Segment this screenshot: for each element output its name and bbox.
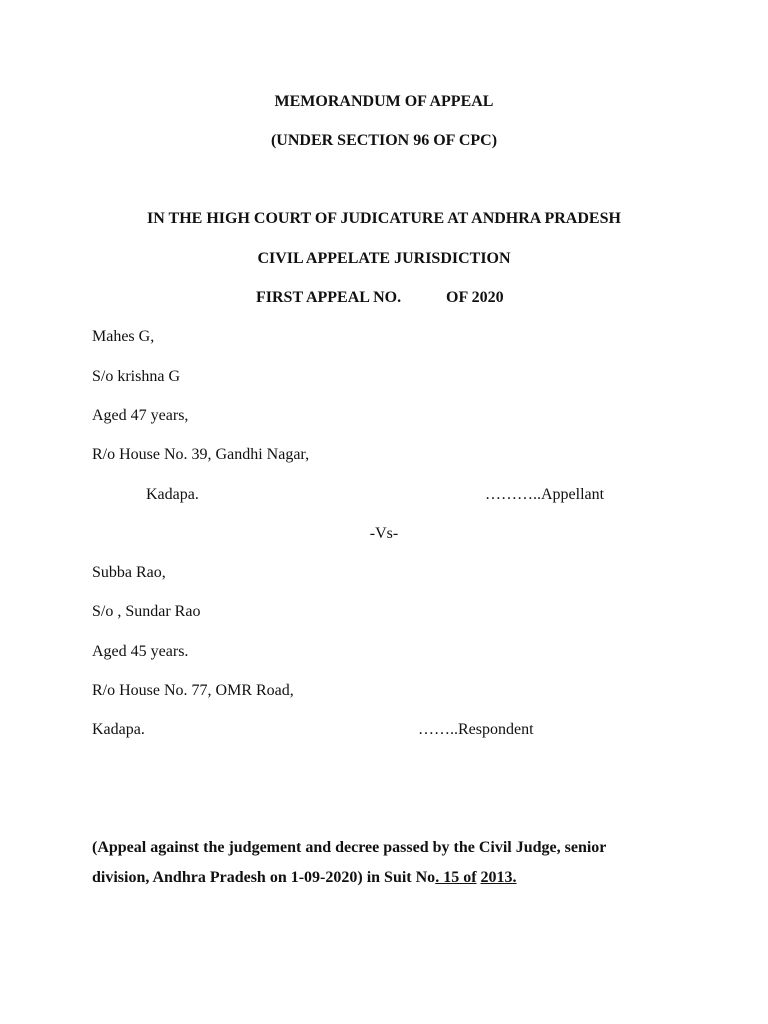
respondent-address: R/o House No. 77, OMR Road, <box>92 682 294 699</box>
court-name: IN THE HIGH COURT OF JUDICATURE AT ANDHRA PRADESH <box>147 210 621 227</box>
document-title: MEMORANDUM OF APPEAL <box>274 93 494 110</box>
jurisdiction: CIVIL APPELATE JURISDICTION <box>257 250 511 267</box>
versus-label: -Vs- <box>369 525 399 542</box>
section-subtitle: (UNDER SECTION 96 OF CPC) <box>270 132 498 149</box>
appeal-note-prefix: division, Andhra Pradesh on 1-09-2020) in Suit No <box>92 869 436 886</box>
respondent-name: Subba Rao, <box>92 564 166 581</box>
appeal-year: OF 2020 <box>446 289 504 306</box>
appellant-relation: S/o krishna G <box>92 368 180 385</box>
respondent-role: ……..Respondent <box>418 721 534 738</box>
appellant-role: ………..Appellant <box>485 486 605 503</box>
respondent-city: Kadapa. <box>92 721 145 738</box>
respondent-age: Aged 45 years. <box>92 643 189 660</box>
respondent-relation: S/o , Sundar Rao <box>92 603 201 620</box>
suit-number: . 15 of <box>435 869 477 886</box>
suit-year: 2013. <box>480 869 517 886</box>
appellant-name: Mahes G, <box>92 328 155 345</box>
appellant-age: Aged 47 years, <box>92 407 189 424</box>
appellant-address: R/o House No. 39, Gandhi Nagar, <box>92 446 310 463</box>
appeal-note-line-2 <box>92 868 517 888</box>
appeal-number-label: FIRST APPEAL NO. <box>256 289 402 306</box>
appeal-note-line-1: (Appeal against the judgement and decree passed by the Civil Judge, senior <box>92 839 607 856</box>
appellant-city: Kadapa. <box>146 486 199 503</box>
